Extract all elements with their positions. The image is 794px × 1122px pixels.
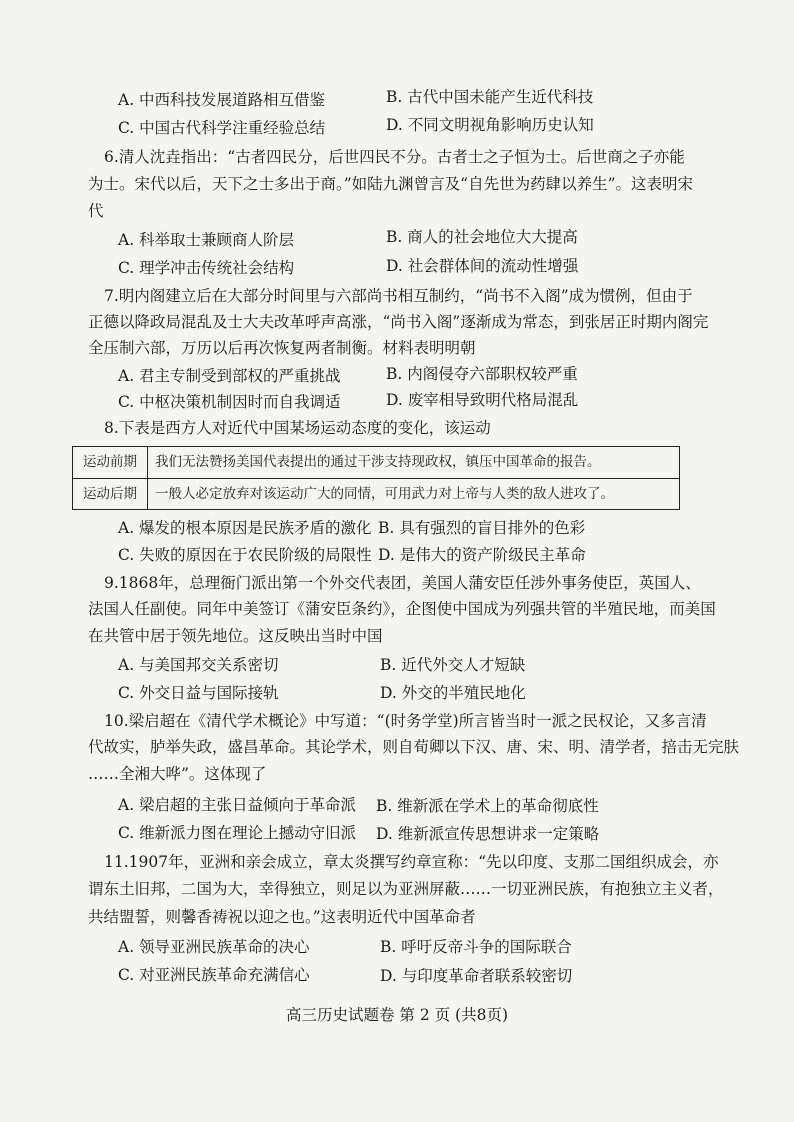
q8-option-a: A. 爆发的根本原因是民族矛盾的激化 (118, 519, 372, 537)
q9-option-a: A. 与美国邦交关系密切 (118, 656, 279, 674)
q10-stem-line-2: 代故实，胪举失政，盛昌革命。其论学术，则自荀卿以下汉、唐、宋、明、清学者，掊击无完肤 (88, 738, 740, 756)
q11-option-d: D. 与印度革命者联系较密切 (380, 967, 573, 985)
page-footer: 高三历史试题卷 第 2 页 (共8页) (285, 1006, 509, 1024)
table-row-label: 运动后期 (73, 479, 148, 510)
q10-option-a: A. 梁启超的主张日益倾向于革命派 (118, 796, 357, 814)
q11-option-a: A. 领导亚洲民族革命的决心 (118, 938, 310, 956)
q10-stem-line-3: ……全湘大哗”。这体现了 (88, 765, 267, 783)
q9-stem-line-1: 9.1868年，总理衙门派出第一个外交代表团，美国人蒲安臣任涉外事务使臣，英国人、 (104, 574, 701, 592)
q10-option-b: B. 维新派在学术上的革命彻底性 (376, 797, 599, 815)
table-row-text: 我们无法赞扬美国代表提出的通过干涉支持现政权，镇压中国革命的报告。 (155, 454, 601, 470)
q8-option-b: B. 具有强烈的盲目排外的色彩 (378, 519, 586, 537)
q10-option-c: C. 维新派力图在理论上撼动守旧派 (118, 824, 357, 842)
q5-option-a: A. 中西科技发展道路相互借鉴 (118, 91, 326, 109)
q11-option-b: B. 呼吁反帝斗争的国际联合 (380, 938, 572, 956)
q6-option-b: B. 商人的社会地位大大提高 (386, 228, 578, 246)
q11-stem-line-3: 共结盟誓，则馨香祷祝以迎之也。”这表明近代中国革命者 (88, 908, 476, 926)
q6-stem-line-3: 代 (88, 202, 104, 220)
table-row (73, 478, 679, 510)
q6-stem-line-1: 6.清人沈垚指出：“古者四民分，后世四民不分。古者士之子恒为士。后世商之子亦能 (104, 148, 685, 166)
q9-stem-line-3: 在共管中居于领先地位。这反映出当时中国 (88, 627, 383, 645)
q8-option-d: D. 是伟大的资产阶级民主革命 (378, 546, 586, 564)
q9-option-d: D. 外交的半殖民地化 (380, 684, 526, 702)
q9-option-b: B. 近代外交人才短缺 (380, 656, 526, 674)
q5-option-c: C. 中国古代科学注重经验总结 (118, 119, 326, 137)
table-row (73, 447, 679, 478)
q7-option-d: D. 废宰相导致明代格局混乱 (386, 391, 579, 409)
q10-stem-line-1: 10.梁启超在《清代学术概论》中写道：“(时务学堂)所言皆当时一派之民权论，又多言清 (104, 712, 707, 730)
q11-stem-line-2: 谓东土旧邦，二国为大，幸得独立，则足以为亚洲屏蔽……一切亚洲民族，有抱独立主义者， (88, 880, 724, 898)
q6-option-c: C. 理学冲击传统社会结构 (118, 259, 295, 277)
q7-stem-line-3: 全压制六部，万历以后再次恢复两者制衡。材料表明明朝 (88, 339, 476, 357)
table-row-text: 一般人必定放弃对该运动广大的同情，可用武力对上帝与人类的敌人进攻了。 (155, 486, 614, 502)
q8-option-c: C. 失败的原因在于农民阶级的局限性 (118, 546, 372, 564)
q5-option-d: D. 不同文明视角影响历史认知 (386, 116, 594, 134)
q11-option-c: C. 对亚洲民族革命充满信心 (118, 966, 310, 984)
q7-option-c: C. 中枢决策机制因时而自我调适 (118, 393, 341, 411)
q7-stem-line-2: 正德以降政局混乱及士大夫改革呼声高涨，“尚书入阁”逐渐成为常态，到张居正时期内阁完 (88, 313, 709, 331)
q7-option-b: B. 内阁侵夺六部职权较严重 (386, 365, 578, 383)
q9-stem-line-2: 法国人任副使。同年中美签订《蒲安臣条约》，企图使中国成为列强共管的半殖民地，而美国 (88, 600, 716, 618)
q6-option-a: A. 科举取士兼顾商人阶层 (118, 231, 295, 249)
q10-option-d: D. 维新派宣传思想讲求一定策略 (376, 825, 600, 843)
q11-stem-line-1: 11.1907年，亚洲和亲会成立，章太炎撰写约章宣称：“先以印度、支那二国组织成会，亦 (104, 853, 719, 871)
q9-option-c: C. 外交日益与国际接轨 (118, 684, 279, 702)
q7-option-a: A. 君主专制受到部权的严重挑战 (118, 367, 341, 385)
q8-attitude-table (72, 446, 680, 510)
q7-stem-line-1: 7.明内阁建立后在大部分时间里与六部尚书相互制约，“尚书不入阁”成为惯例，但由于 (104, 287, 693, 305)
q6-option-d: D. 社会群体间的流动性增强 (386, 257, 579, 275)
q6-stem-line-2: 为士。宋代以后，天下之士多出于商。”如陆九渊曾言及“自先世为药肆以养生”。这表明宋 (88, 175, 694, 193)
q8-stem: 8.下表是西方人对近代中国某场运动态度的变化，该运动 (104, 419, 491, 437)
table-row-label: 运动前期 (73, 447, 148, 478)
q5-option-b: B. 古代中国未能产生近代科技 (386, 88, 594, 106)
